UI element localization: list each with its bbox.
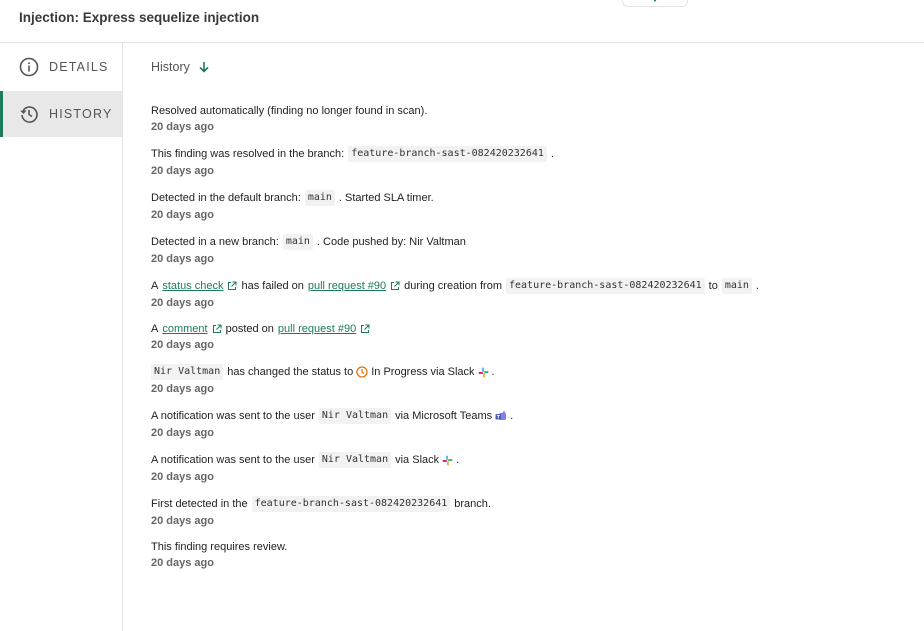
- entry-text: . Started SLA timer.: [338, 192, 434, 204]
- history-entry: [151, 540, 911, 570]
- history-icon: [19, 104, 39, 124]
- sidebar-item-label: HISTORY: [49, 107, 113, 121]
- entry-time: 20 days ago: [151, 383, 214, 395]
- history-entry: [151, 496, 911, 528]
- in-progress-clock-icon: [356, 366, 368, 378]
- history-entry: [151, 452, 911, 484]
- external-link-icon[interactable]: [212, 324, 222, 334]
- entry-text: First detected in the: [151, 498, 248, 510]
- entry-time: 20 days ago: [151, 297, 214, 309]
- entry-text: . Code pushed by: Nir Valtman: [316, 236, 466, 248]
- history-list: [151, 104, 911, 582]
- entry-text: via Slack: [395, 454, 440, 466]
- entry-text: .: [550, 148, 554, 160]
- entry-text: .: [510, 410, 514, 422]
- entry-time: 20 days ago: [151, 427, 214, 439]
- header-bar: [0, 0, 924, 43]
- history-entry: [151, 234, 911, 266]
- caret-down-icon: [651, 0, 659, 2]
- history-header: [151, 60, 210, 74]
- microsoft-teams-icon: [495, 411, 507, 422]
- branch-code: feature-branch-sast-082420232641: [348, 146, 547, 162]
- external-link-icon[interactable]: [227, 281, 237, 291]
- slack-icon: [442, 455, 453, 466]
- branch-code: main: [283, 234, 313, 250]
- entry-text: Resolved automatically (finding no longer found in scan).: [151, 105, 428, 117]
- entry-text: has failed on: [241, 280, 304, 292]
- branch-code: main: [722, 278, 752, 294]
- arrow-down-icon[interactable]: [198, 61, 210, 73]
- branch-code: feature-branch-sast-082420232641: [252, 496, 451, 512]
- entry-text: has changed the status to: [227, 366, 354, 378]
- entry-text: during creation from: [404, 280, 502, 292]
- history-entry: [151, 190, 911, 222]
- entry-text: Detected in a new branch:: [151, 236, 279, 248]
- entry-time: 20 days ago: [151, 471, 214, 483]
- history-entry: [151, 364, 911, 396]
- entry-text: .: [755, 280, 759, 292]
- external-link-icon[interactable]: [360, 324, 370, 334]
- external-link-icon[interactable]: [390, 281, 400, 291]
- entry-text: .: [456, 454, 460, 466]
- entry-text: This finding requires review.: [151, 541, 288, 553]
- history-entry: [151, 408, 911, 440]
- history-panel: [123, 43, 924, 631]
- entry-time: 20 days ago: [151, 339, 214, 351]
- entry-text: to: [708, 280, 718, 292]
- entry-time: 20 days ago: [151, 253, 214, 265]
- comment-link[interactable]: comment: [162, 323, 208, 335]
- branch-code: feature-branch-sast-082420232641: [506, 278, 705, 294]
- branch-code: main: [305, 190, 335, 206]
- entry-time: 20 days ago: [151, 121, 214, 133]
- page-title: Injection: Express sequelize injection: [19, 10, 260, 25]
- entry-time: 20 days ago: [151, 165, 214, 177]
- history-entry: [151, 104, 911, 134]
- entry-time: 20 days ago: [151, 209, 214, 221]
- user-code: Nir Valtman: [319, 408, 391, 424]
- history-entry: [151, 278, 911, 310]
- pull-request-link[interactable]: pull request #90: [307, 280, 387, 292]
- history-entry: [151, 146, 911, 178]
- sidebar: [0, 43, 123, 631]
- entry-text: A notification was sent to the user: [151, 410, 315, 422]
- status-text: In Progress via Slack: [371, 366, 475, 378]
- status-check-link[interactable]: status check: [162, 280, 224, 292]
- sidebar-item-history[interactable]: [0, 91, 122, 137]
- sidebar-item-label: DETAILS: [49, 60, 109, 74]
- entry-time: 20 days ago: [151, 557, 214, 569]
- user-code: Nir Valtman: [319, 452, 391, 468]
- collapse-tab[interactable]: [622, 0, 688, 7]
- user-code: Nir Valtman: [151, 364, 223, 380]
- entry-text: A: [151, 323, 159, 335]
- info-icon: [19, 57, 39, 77]
- entry-text: branch.: [454, 498, 491, 510]
- entry-time: 20 days ago: [151, 515, 214, 527]
- entry-text: posted on: [225, 323, 274, 335]
- entry-text: Detected in the default branch:: [151, 192, 301, 204]
- slack-icon: [478, 367, 489, 378]
- sidebar-item-details[interactable]: [0, 44, 122, 90]
- entry-text: via Microsoft Teams: [395, 410, 493, 422]
- history-entry: [151, 322, 911, 352]
- pull-request-link[interactable]: pull request #90: [277, 323, 357, 335]
- entry-text: A notification was sent to the user: [151, 454, 315, 466]
- entry-text: .: [491, 366, 495, 378]
- entry-text: This finding was resolved in the branch:: [151, 148, 345, 160]
- entry-text: A: [151, 280, 159, 292]
- history-heading: History: [151, 60, 190, 74]
